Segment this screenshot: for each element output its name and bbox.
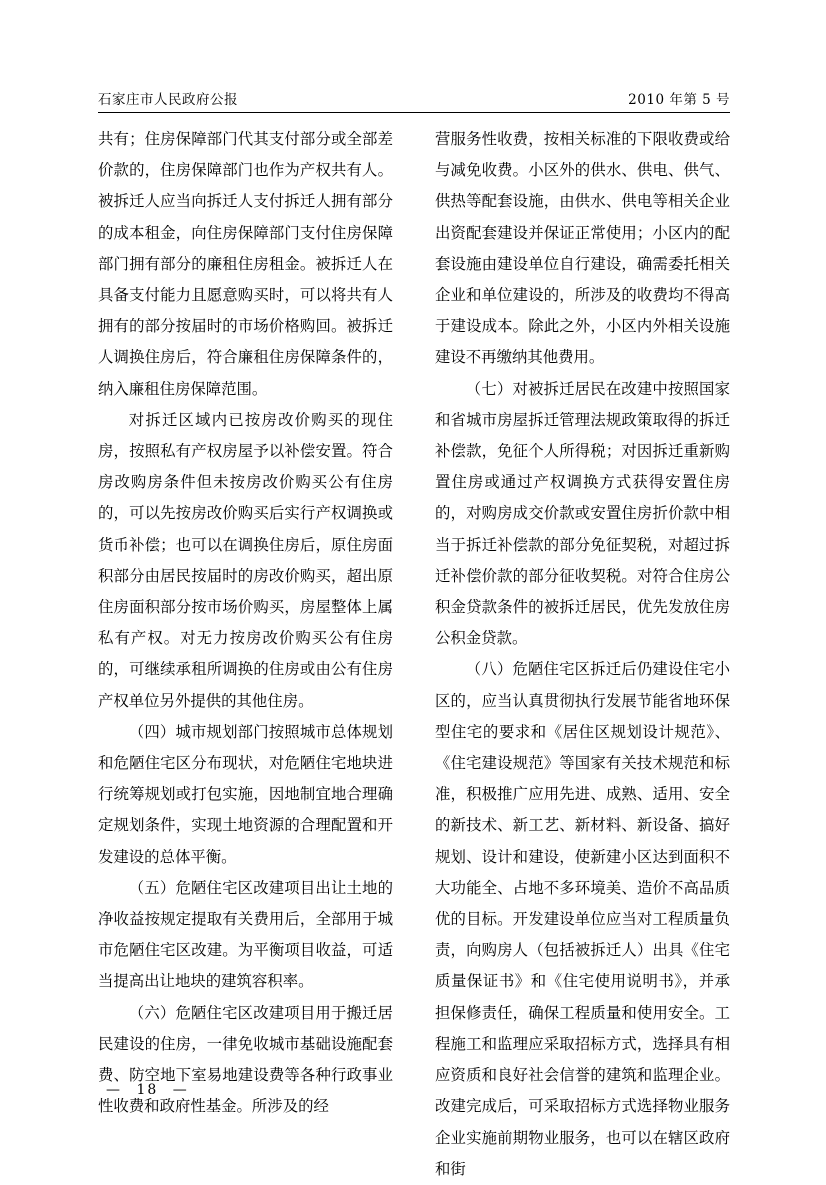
issue-label: 2010 年第 5 号 [628, 92, 730, 108]
page-number: 18 [136, 1082, 159, 1098]
paragraph: 对拆迁区域内已按房改价购买的现住房，按照私有产权房屋予以补偿安置。符合房改购房条件但未按房改价购买公有住房的，可以先按房改价购买后实行产权调换或货币补偿；也可以在调换住房后，原住房面积部分由居民按届时的房改价购买，超出原住房面积部分按市场价购买，房屋整体上属私有产权。对无力按房改价购买公有住房的，可继续承租所调换的住房或由公有住房产权单位另外提供的其他住房。 [98, 410, 393, 710]
footer-dash-right: — [172, 1082, 189, 1098]
footer-dash-left: — [106, 1082, 122, 1098]
paragraph: （四）城市规划部门按照城市总体规划和危陋住宅区分布现状，对危陋住宅地块进行统筹规划或打包实施，因地制宜地合理确定规划条件，实现土地资源的合理配置和开发建设的总体平衡。 [98, 722, 393, 866]
publication-title: 石家庄市人民政府公报 [98, 92, 238, 108]
body-columns [98, 124, 730, 1185]
right-column [435, 124, 730, 1185]
header-divider [98, 112, 730, 113]
page-header [98, 88, 730, 108]
page-footer [98, 1082, 730, 1098]
left-column [98, 124, 393, 1185]
paragraph: 共有；住房保障部门代其支付部分或全部差价款的，住房保障部门也作为产权共有人。被拆迁人应当向拆迁人支付拆迁人拥有部分的成本租金，向住房保障部门支付住房保障部门拥有部分的廉租住房租金。被拆迁人在具备支付能力且愿意购买时，可以将共有人拥有的部分按届时的市场价格购回。被拆迁人调换住房后，符合廉租住房保障条件的，纳入廉租住房保障范围。 [98, 130, 393, 398]
paragraph: （八）危陋住宅区拆迁后仍建设住宅小区的，应当认真贯彻执行发展节能省地环保型住宅的要求和《居住区规划设计规范》、《住宅建设规范》等国家有关技术规范和标准，积极推广应用先进、成熟、适用、安全的新技术、新工艺、新材料、新设备、搞好规划、设计和建设，使新建小区达到面积不大功能全、占地不多环境美、造价不高品质优的目标。开发建设单位应当对工程质量负责，向购房人（包括被拆迁人）出具《住宅质量保证书》和《住宅使用说明书》，并承担保修责任，确保工程质量和使用安全。工程施工和监理应采取招标方式，选择具有相应资质和良好社会信誉的建筑和监理企业。改建完成后，可采取招标方式选择物业服务企业实施前期物业服务，也可以在辖区政府和街 [435, 660, 730, 1178]
paragraph: 营服务性收费，按相关标准的下限收费或给与减免收费。小区外的供水、供电、供气、供热等配套设施，由供水、供电等相关企业出资配套建设并保证正常使用；小区内的配套设施由建设单位自行建设，确需委托相关企业和单位建设的，所涉及的收费均不得高于建设成本。除此之外，小区内外相关设施建设不再缴纳其他费用。 [435, 130, 730, 367]
paragraph: （七）对被拆迁居民在改建中按照国家和省城市房屋拆迁管理法规政策取得的拆迁补偿款，免征个人所得税；对因拆迁重新购置住房或通过产权调换方式获得安置住房的，对购房成交价款或安置住房折价款中相当于拆迁补偿款的部分免征契税，对超过拆迁补偿价款的部分征收契税。对符合住房公积金贷款条件的被拆迁居民，优先发放住房公积金贷款。 [435, 379, 730, 648]
paragraph: （六）危陋住宅区改建项目用于搬迁居民建设的住房，一律免收城市基础设施配套费、防空地下室易地建设费等各种行政事业性收费和政府性基金。所涉及的经 [98, 1003, 393, 1116]
paragraph: （五）危陋住宅区改建项目出让土地的净收益按规定提取有关费用后，全部用于城市危陋住宅区改建。为平衡项目收益，可适当提高出让地块的建筑容积率。 [98, 878, 393, 991]
